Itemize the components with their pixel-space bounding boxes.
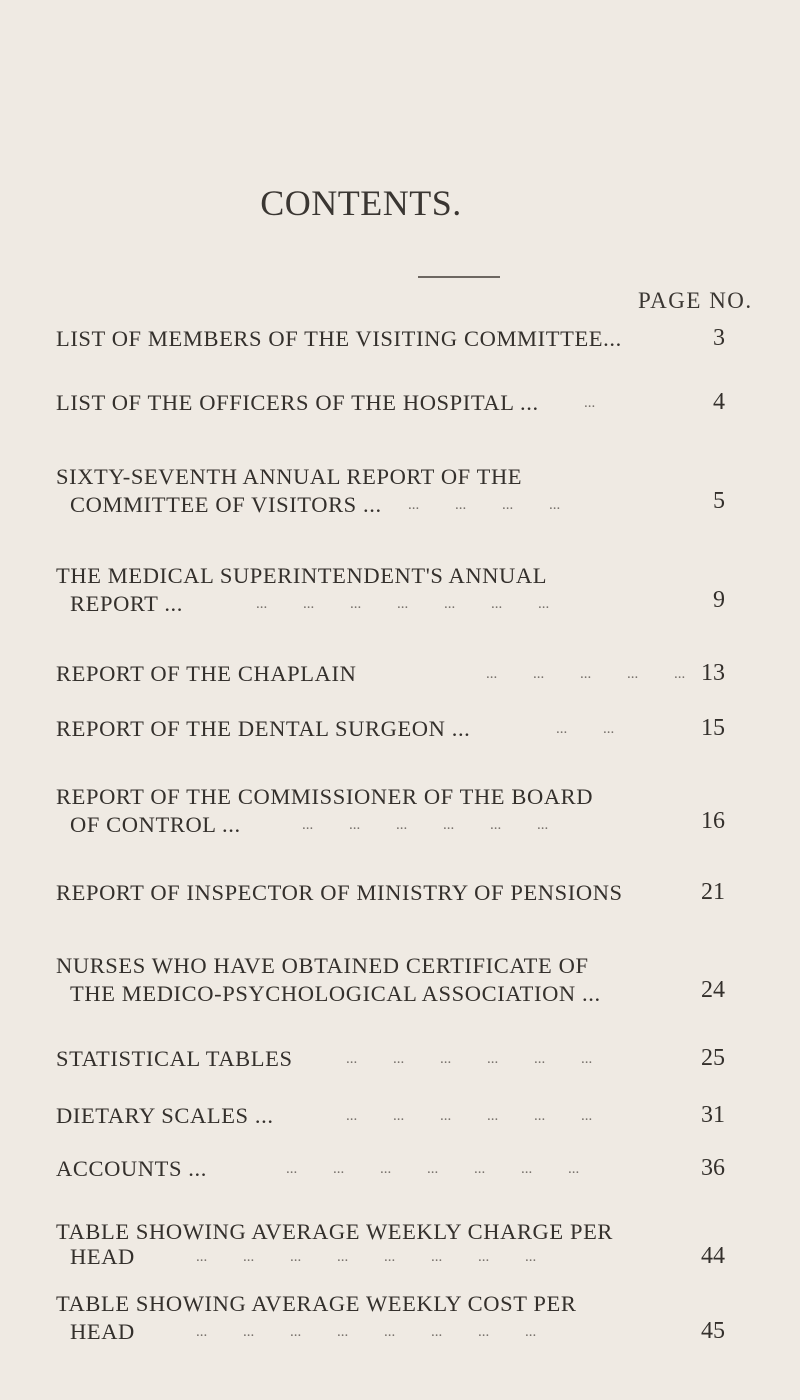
- toc-entry[interactable]: [56, 562, 736, 618]
- toc-entry[interactable]: [56, 389, 736, 417]
- entry-title: SIXTY-SEVENTH ANNUAL REPORT OF THE: [56, 464, 523, 490]
- entry-title: STATISTICAL TABLES: [56, 1046, 293, 1072]
- toc-entry-continued: [56, 1243, 736, 1271]
- dot-leader: ...: [584, 394, 596, 411]
- toc-entry[interactable]: [56, 325, 736, 353]
- entry-title-continued: THE MEDICO-PSYCHOLOGICAL ASSOCIATION ...: [70, 981, 601, 1007]
- entry-title-continued: COMMITTEE OF VISITORS ...: [70, 492, 382, 518]
- dot-leader: ... ... ... ... ... ... ...: [286, 1160, 580, 1177]
- entry-title-continued: HEAD: [70, 1243, 135, 1269]
- page-title: CONTENTS.: [260, 183, 462, 223]
- dot-leader: ... ... ... ... ... ...: [346, 1051, 593, 1068]
- entry-page-number: 3: [713, 325, 725, 351]
- entry-title: REPORT OF THE DENTAL SURGEON ...: [56, 715, 471, 741]
- entry-page-number: 15: [701, 714, 725, 741]
- toc-entry[interactable]: [56, 1045, 736, 1073]
- toc-entry[interactable]: [56, 660, 736, 688]
- dot-leader: ... ... ... ... ... ... ... ...: [196, 1324, 537, 1341]
- toc-entry[interactable]: [56, 1290, 736, 1346]
- entry-title: NURSES WHO HAVE OBTAINED CERTIFICATE OF: [56, 953, 589, 979]
- entry-page-number: 25: [701, 1045, 725, 1072]
- page-number-column-header: PAGE NO.: [638, 288, 753, 313]
- entry-page-number: 44: [701, 1242, 725, 1269]
- entry-page-number: 36: [701, 1154, 725, 1181]
- toc-entry[interactable]: [56, 1155, 736, 1183]
- dot-leader: ... ... ... ... ... ... ... ...: [196, 1248, 537, 1265]
- entry-title: LIST OF THE OFFICERS OF THE HOSPITAL ...: [56, 389, 539, 415]
- entry-title: REPORT OF INSPECTOR OF MINISTRY OF PENSIONS: [56, 879, 623, 905]
- toc-entry[interactable]: [56, 952, 736, 1008]
- toc-entry[interactable]: [56, 1218, 736, 1246]
- dot-leader: ... ... ... ... ... ...: [346, 1107, 593, 1124]
- entry-page-number: 5: [713, 487, 725, 514]
- dot-leader: ... ...: [556, 720, 615, 737]
- dot-leader: ... ... ... ... ...: [486, 665, 686, 682]
- entry-page-number: 31: [701, 1101, 725, 1128]
- entry-title-continued: REPORT ...: [70, 591, 184, 617]
- entry-title: DIETARY SCALES ...: [56, 1102, 274, 1128]
- entry-title: TABLE SHOWING AVERAGE WEEKLY COST PER: [56, 1291, 577, 1317]
- entry-page-number: 21: [701, 878, 725, 905]
- entry-title-continued: HEAD: [70, 1319, 135, 1345]
- entry-title: THE MEDICAL SUPERINTENDENT'S ANNUAL: [56, 563, 548, 589]
- toc-entry[interactable]: [56, 715, 736, 743]
- entry-page-number: 24: [701, 976, 725, 1003]
- entry-title-continued: OF CONTROL ...: [70, 811, 241, 837]
- entry-title: REPORT OF THE COMMISSIONER OF THE BOARD: [56, 783, 594, 809]
- entry-title: ACCOUNTS ...: [56, 1155, 207, 1181]
- entry-page-number: 45: [701, 1318, 725, 1345]
- entry-title: LIST OF MEMBERS OF THE VISITING COMMITTEE...: [56, 326, 622, 351]
- title-rule: [418, 276, 500, 278]
- entry-title: TABLE SHOWING AVERAGE WEEKLY CHARGE PER: [56, 1218, 614, 1244]
- toc-entry[interactable]: [56, 1102, 736, 1130]
- dot-leader: ... ... ... ... ... ...: [302, 816, 549, 833]
- toc-entry[interactable]: [56, 783, 736, 839]
- dot-leader: ... ... ... ...: [408, 497, 561, 514]
- entry-title: REPORT OF THE CHAPLAIN: [56, 660, 357, 686]
- dot-leader: ... ... ... ... ... ... ...: [256, 596, 550, 613]
- entry-page-number: 16: [701, 807, 725, 834]
- entry-page-number: 9: [713, 587, 725, 614]
- toc-entry[interactable]: [56, 463, 736, 519]
- entry-page-number: 4: [713, 388, 725, 415]
- toc-entry[interactable]: [56, 879, 736, 907]
- entry-page-number: 13: [701, 659, 725, 686]
